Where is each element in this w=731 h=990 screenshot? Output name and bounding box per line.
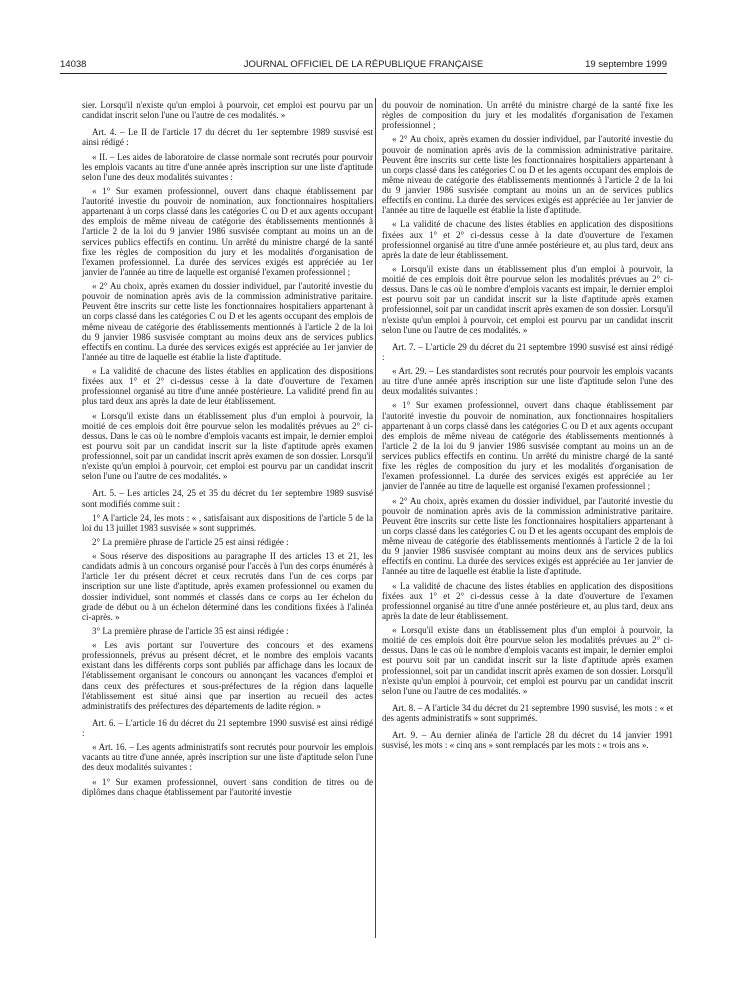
paragraph: « II. – Les aides de laboratoire de classe normale sont recrutés pour pourvoir les emplois vacants au titre d'une année après inscription sur une liste d'aptitude selon l'une des deux modalités suivantes : [82,151,373,182]
paragraph: 1° A l'article 24, les mots : « , satisfaisant aux dispositions de l'article 5 de la loi du 13 juillet 1983 susvisée » sont supprimés. [82,512,373,533]
issue-date: 19 septembre 1999 [585,59,667,70]
paragraph: « Art. 29. – Les standardistes sont recrutés pour pourvoir les emplois vacants au titre d'une année après inscription sur une liste d'aptitude selon l'une des deux modalités suivantes : [382,366,673,397]
paragraph: 2° La première phrase de l'article 25 est ainsi rédigée : [92,536,289,547]
paragraph: 3° La première phrase de l'article 35 est ainsi rédigée : [92,625,289,636]
article-7-heading: Art. 7. – L'article 29 du décret du 21 septembre 1990 susvisé est ainsi rédigé : [382,341,673,362]
paragraph: « Les avis portant sur l'ouverture des concours et des examens professionnels, prévus au présent décret, et le nombre des emplois vacants existant dans les différents corps sont publiés par affichage dans les locaux de l'établissement organisant le concours ou annonçant les vacances d'emploi et dans ceux des préfectures et sous-préfectures de la région dans laquelle l'établissement est situé ainsi que par insertion au recueil des actes administratifs des préfectures des départements de ladite région. » [82,640,373,711]
right-column [382,100,673,754]
article-8-heading: Art. 8. – A l'article 34 du décret du 21 septembre 1990 susvisé, les mots : « et des agents administratifs » sont supprimés. [382,702,673,723]
page-number: 14038 [60,59,87,70]
paragraph: « 1° Sur examen professionnel, ouvert dans chaque établissement par l'autorité investie du pouvoir de nomination, aux fonctionnaires hospitaliers appartenant à un corps classé dans les catégories C ou D et aux agents occupant des emplois de même niveau de catégorie des établissements mentionnés à l'article 2 de la loi du 9 janvier 1986 susvisée comptant au moins un an de services publics effectifs en continu. Un arrêté du ministre chargé de la santé fixe les règles de composition du jury et les modalités d'organisation de l'examen professionnel. La durée des services exigés est appréciée au 1er janvier de l'année au titre de laquelle est organisé l'examen professionnel ; [82,185,373,277]
journal-title: JOURNAL OFFICIEL DE LA RÉPUBLIQUE FRANÇAISE [243,59,484,70]
article-6-heading: Art. 6. – L'article 16 du décret du 21 septembre 1990 susvisé est ainsi rédigé : [82,717,373,738]
paragraph: « 2° Au choix, après examen du dossier individuel, par l'autorité investie du pouvoir de nomination après avis de la commission administrative paritaire. Peuvent être inscrits sur cette liste les fonctionnaires hospitaliers appartenant à un corps classé dans les catégories C ou D et les agents occupant des emplois de même niveau de catégorie des établissements mentionnés à l'article 2 de la loi du 9 janvier 1986 susvisée comptant au moins deux ans de services publics effectifs en continu. La durée des services exigés est appréciée au 1er janvier de l'année au titre de laquelle est établie la liste d'aptitude. [382,495,673,577]
paragraph: « 1° Sur examen professionnel, ouvert sans condition de titres ou de diplômes dans chaque établissement par l'autorité investie [82,776,373,797]
paragraph: du pouvoir de nomination. Un arrêté du ministre chargé de la santé fixe les règles de composition du jury et les modalités d'organisation de l'examen professionnel ; [382,100,673,131]
paragraph: « Sous réserve des dispositions au paragraphe II des articles 13 et 21, les candidats admis à un concours organisé pour l'accès à l'un des corps énumérés à l'article 1er du présent décret et ceux recrutés dans l'un de ces corps par inscription sur une liste d'aptitude, après examen professionnel ou examen du dossier individuel, sont nommés et classés dans ce corps au 1er échelon du grade de début ou à un échelon déterminé dans les conditions fixées à l'alinéa ci-après. » [82,551,373,622]
paragraph: « Lorsqu'il existe dans un établissement plus d'un emploi à pourvoir, la moitié de ces emplois doit être pourvue selon les modalités prévues au 2° ci-dessus. Dans le cas où le nombre d'emplois vacants est impair, le dernier emploi est pourvu soit par un candidat inscrit sur la liste d'aptitude après examen professionnel, soit par un candidat inscrit après examen de son dossier. Lorsqu'il n'existe qu'un emploi à pourvoir, cet emploi est pourvu par un candidat inscrit selon l'une ou l'autre de ces modalités. » [82,410,373,482]
article-9-heading: Art. 9. – Au dernier alinéa de l'article 28 du décret du 14 janvier 1991 susvisé, les mots : « cinq ans » sont remplacés par les mots : « trois ans ». [382,730,673,751]
paragraph: « La validité de chacune des listes établies en application des dispositions fixées aux 1° et 2° ci-dessus cesse à la date d'ouverture de l'examen professionnel organisé au titre d'une année postérieure. La validité prend fin au plus tard deux ans après la date de leur établissement. [82,366,373,407]
paragraph: sier. Lorsqu'il n'existe qu'un emploi à pourvoir, cet emploi est pourvu par un candidat inscrit selon l'une ou l'autre de ces modalités. » [82,100,373,121]
article-4-heading: Art. 4. – Le II de l'article 17 du décret du 1er septembre 1989 susvisé est ainsi rédigé : [82,127,373,148]
left-column [82,100,373,801]
page-header [60,59,667,73]
paragraph: « Lorsqu'il existe dans un établissement plus d'un emploi à pourvoir, la moitié de ces emplois doit être pourvue selon les modalités prévues au 2° ci-dessus. Dans le cas où le nombre d'emplois vacants est impair, le dernier emploi est pourvu soit par un candidat inscrit sur la liste d'aptitude après examen professionnel, soit par un candidat inscrit après examen de son dossier. Lorsqu'il n'existe qu'un emploi à pourvoir, cet emploi est pourvu par un candidat inscrit selon l'une ou l'autre de ces modalités. » [382,263,673,335]
paragraph: « 1° Sur examen professionnel, ouvert dans chaque établissement par l'autorité investie du pouvoir de nomination, aux fonctionnaires hospitaliers appartenant à un corps classé dans les catégories C ou D et aux agents occupant des emplois de même niveau de catégorie des établissements mentionnés à l'article 2 de la loi du 9 janvier 1986 susvisée comptant au moins un an de services publics effectifs en continu. Un arrêté du ministre chargé de la santé fixe les règles de composition du jury et les modalités d'organisation de l'examen professionnel. La durée des services exigés est appréciée au 1er janvier de l'année au titre de laquelle est organisé l'examen professionnel ; [382,400,673,492]
header-rule [60,73,667,74]
paragraph: « La validité de chacune des listes établies en application des dispositions fixées aux 1° et 2° ci-dessus cesse à la date d'ouverture de l'examen professionnel organisé au titre d'une année postérieure et, au plus tard, deux ans après la date de leur établissement. [382,219,673,260]
paragraph: « 2° Au choix, après examen du dossier individuel, par l'autorité investie du pouvoir de nomination après avis de la commission administrative paritaire. Peuvent être inscrits sur cette liste les fonctionnaires hospitaliers appartenant à un corps classé dans les catégories C ou D et les agents occupant des emplois de même niveau de catégorie des établissements mentionnés à l'article 2 de la loi du 9 janvier 1986 susvisée comptant au moins un an de services publics effectifs en continu. La durée des services exigés est appréciée au 1er janvier de l'année au titre de laquelle est établie la liste d'aptitude. [382,134,673,216]
article-5-heading: Art. 5. – Les articles 24, 25 et 35 du décret du 1er septembre 1989 susvisé sont modifiés comme suit : [82,488,373,509]
paragraph: « Art. 16. – Les agents administratifs sont recrutés pour pourvoir les emplois vacants au titre d'une année, après inscription sur une liste d'aptitude selon l'une des deux modalités suivantes : [82,742,373,773]
column-divider [375,98,376,938]
paragraph: « La validité de chacune des listes établies en application des dispositions fixées aux 1° et 2° ci-dessus cesse à la date d'ouverture de l'examen professionnel organisé au titre d'une année postérieure et, au plus tard, deux ans après la date de leur établissement. [382,580,673,621]
paragraph: « Lorsqu'il existe dans un établissement plus d'un emploi à pourvoir, la moitié de ces emplois doit être pourvue selon les modalités prévues au 2° ci-dessus. Dans le cas où le nombre d'emplois vacants est impair, le dernier emploi est pourvu soit par un candidat inscrit sur la liste d'aptitude après examen professionnel, soit par un candidat inscrit après examen de son dossier. Lorsqu'il n'existe qu'un emploi à pourvoir, cet emploi est pourvu par un candidat inscrit selon l'une ou l'autre de ces modalités. » [382,625,673,696]
paragraph: « 2° Au choix, après examen du dossier individuel, par l'autorité investie du pouvoir de nomination après avis de la commission administrative paritaire. Peuvent être inscrits sur cette liste les fonctionnaires hospitaliers appartenant à un corps classé dans les catégories C ou D et les agents occupant des emplois de même niveau de catégorie des établissements mentionnés à l'article 2 de la loi du 9 janvier 1986 susvisée comptant au moins deux ans de services publics effectifs en continu. La durée des services exigés est appréciée au 1er janvier de l'année au titre de laquelle est établie la liste d'aptitude. [82,281,373,362]
